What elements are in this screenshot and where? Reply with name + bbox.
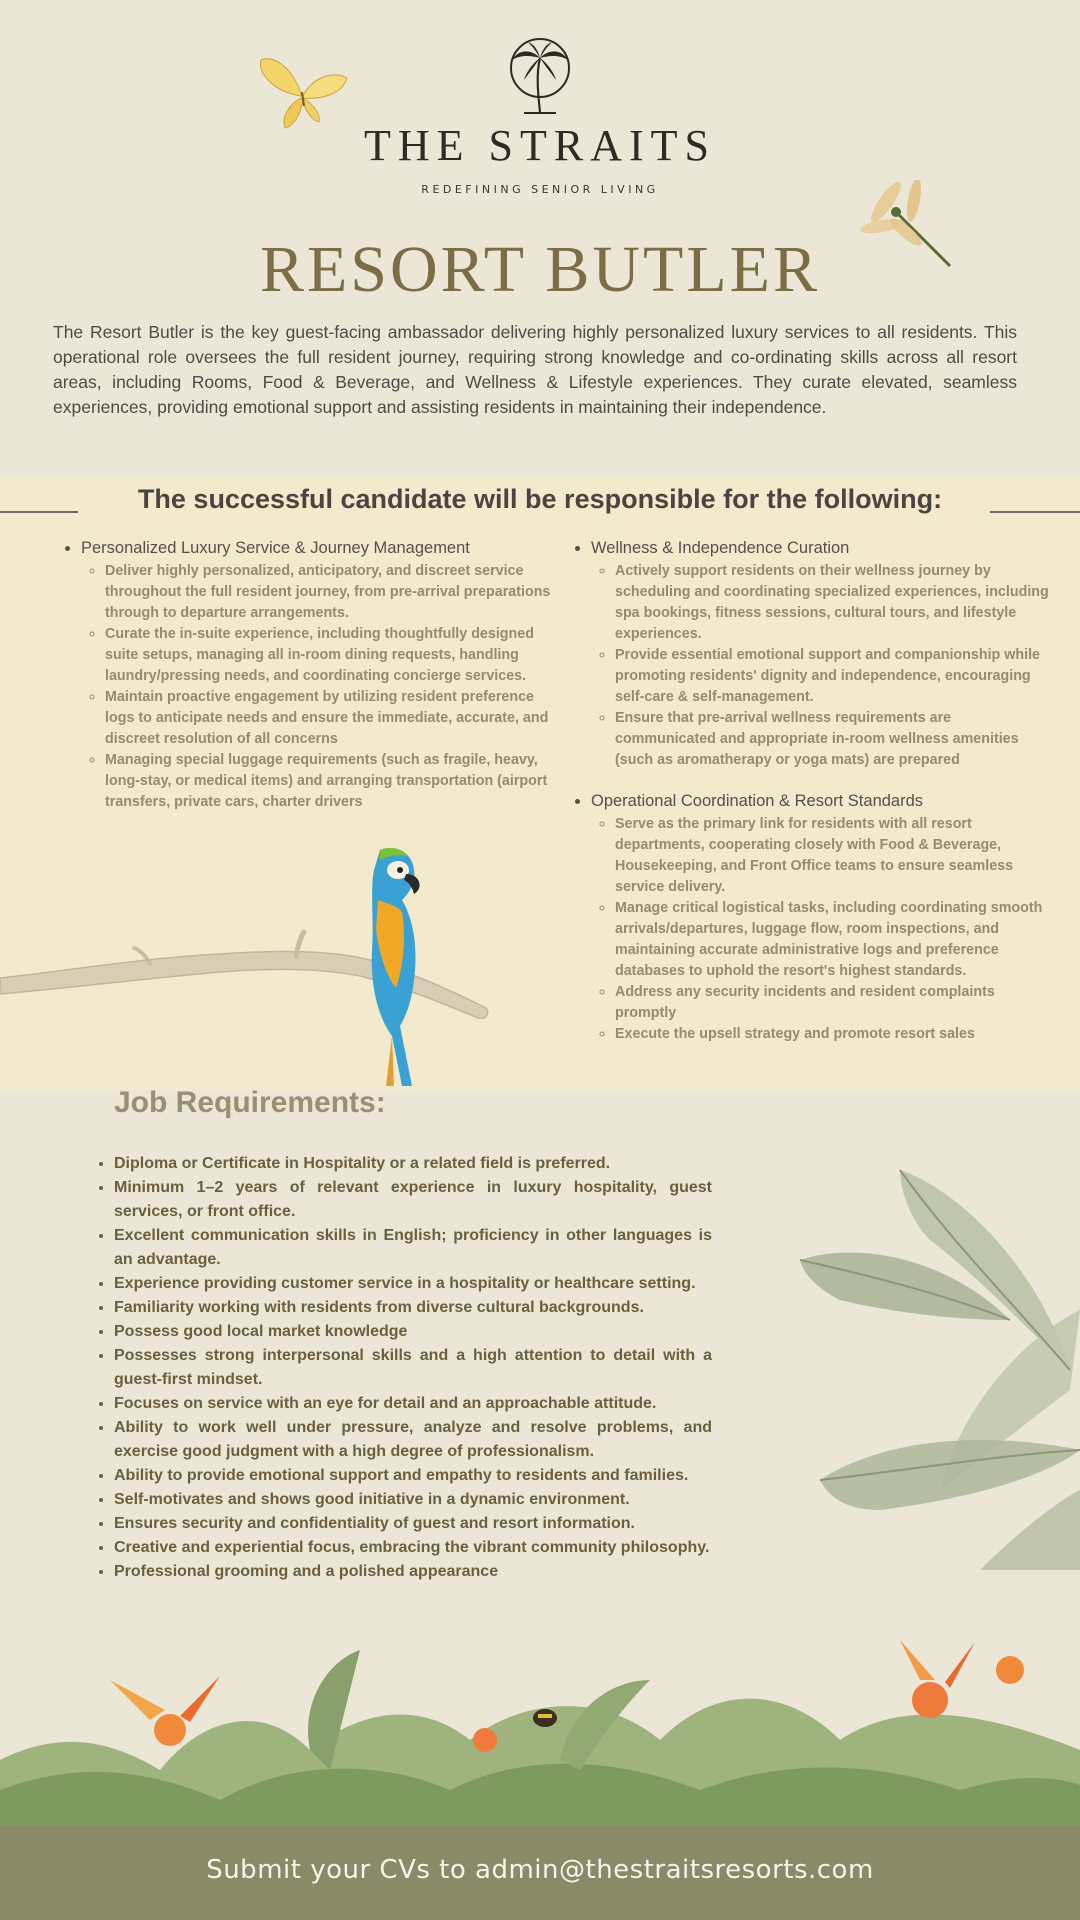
responsibility-item: ◦ Execute the upsell strategy and promote resort sales xyxy=(615,1024,1055,1045)
butterfly-icon xyxy=(255,48,351,132)
requirement-item: • Ability to work well under pressure, analyze and resolve problems, and exercise good judgment with a high degree of professionalism. xyxy=(114,1416,712,1464)
responsibility-item: ◦ Maintain proactive engagement by utilizing resident preference logs to anticipate needs and ensure the immediate, accurate, and discreet resolution of all concerns xyxy=(105,687,555,750)
requirement-item: • Diploma or Certificate in Hospitality or a related field is preferred. xyxy=(114,1152,712,1176)
responsibility-group-title: Personalized Luxury Service & Journey Management xyxy=(81,539,470,557)
requirement-item: • Familiarity working with residents from diverse cultural backgrounds. xyxy=(114,1296,712,1320)
responsibility-item: ◦ Manage critical logistical tasks, including coordinating smooth arrivals/departures, luggage flow, room inspections, and maintaining accurate administrative logs and preference databases to uphold the resort's highest standards. xyxy=(615,898,1055,982)
responsibilities-right-column xyxy=(565,538,1055,1065)
requirement-item: • Creative and experiential focus, embracing the vibrant community philosophy. xyxy=(114,1536,712,1560)
requirement-item: • Focuses on service with an eye for detail and an approachable attitude. xyxy=(114,1392,712,1416)
requirement-item: • Excellent communication skills in English; proficiency in other languages is an advantage. xyxy=(114,1224,712,1272)
tropical-foliage-icon xyxy=(0,1640,1080,1830)
brand-tagline: REDEFINING SENIOR LIVING xyxy=(421,183,659,196)
requirement-item: • Experience providing customer service in a hospitality or healthcare setting. xyxy=(114,1272,712,1296)
responsibility-group xyxy=(591,538,1055,771)
responsibility-item: ◦ Actively support residents on their wellness journey by scheduling and coordinating specialized experiences, including spa bookings, fitness sessions, cultural tours, and lifestyle experiences. xyxy=(615,561,1055,645)
responsibility-item: ◦ Address any security incidents and resident complaints promptly xyxy=(615,982,1055,1024)
responsibilities-heading: The successful candidate will be responsible for the following: xyxy=(137,484,943,514)
requirement-item: • Self-motivates and shows good initiative in a dynamic environment. xyxy=(114,1488,712,1512)
submit-cv-text: Submit your CVs to admin@thestraitsresorts.com xyxy=(206,1855,874,1885)
brand-name: THE STRAITS xyxy=(364,121,716,170)
role-title: RESORT BUTLER xyxy=(259,233,821,306)
responsibilities-left-column xyxy=(55,538,555,833)
responsibility-item: ◦ Managing special luggage requirements (such as fragile, heavy, long-stay, or medical items) and arranging transportation (airport transfers, private cars, charter drivers xyxy=(105,750,555,813)
responsibility-item: ◦ Serve as the primary link for residents with all resort departments, cooperating closely with Food & Beverage, Housekeeping, and Front Office teams to ensure seamless service delivery. xyxy=(615,814,1055,898)
role-intro: The Resort Butler is the key guest-facing ambassador delivering highly personalized luxury services to all residents. This operational role oversees the full resident journey, requiring strong knowledge and co-ordinating skills across all resort areas, including Rooms, Food & Beverage, and Wellness & Lifestyle experiences. They curate elevated, seamless experiences, providing emotional support and assisting residents in maintaining their independence. xyxy=(53,322,1017,417)
requirement-item: • Minimum 1–2 years of relevant experience in luxury hospitality, guest services, or front office. xyxy=(114,1176,712,1224)
responsibility-group xyxy=(81,538,555,813)
requirement-item: • Ability to provide emotional support and empathy to residents and families. xyxy=(114,1464,712,1488)
requirement-item: • Ensures security and confidentiality of guest and resort information. xyxy=(114,1512,712,1536)
banana-leaves-icon xyxy=(780,1150,1080,1610)
responsibility-group xyxy=(591,791,1055,1045)
responsibility-item: ◦ Deliver highly personalized, anticipatory, and discreet service throughout the full resident journey, from pre-arrival preparations through to departure arrangements. xyxy=(105,561,555,624)
responsibility-item: ◦ Ensure that pre-arrival wellness requirements are communicated and appropriate in-room wellness amenities (such as aromatherapy or yoga mats) are prepared xyxy=(615,708,1055,771)
requirement-item: • Possess good local market knowledge xyxy=(114,1320,712,1344)
logo-block xyxy=(0,34,1080,196)
requirements-heading: Job Requirements: xyxy=(114,1086,386,1119)
responsibility-item: ◦ Provide essential emotional support and companionship while promoting residents' dignity and independence, encouraging self-care & self-management. xyxy=(615,645,1055,708)
responsibility-item: ◦ Curate the in-suite experience, including thoughtfully designed suite setups, managing all in-room dining requests, handling laundry/pressing needs, and coordinating concierge services. xyxy=(105,624,555,687)
palm-tree-icon xyxy=(500,34,580,116)
requirements-list xyxy=(88,1152,712,1584)
responsibility-group-title: Operational Coordination & Resort Standards xyxy=(591,792,924,810)
requirement-item: • Possesses strong interpersonal skills and a high attention to detail with a guest-first mindset. xyxy=(114,1344,712,1392)
requirement-item: • Professional grooming and a polished appearance xyxy=(114,1560,712,1584)
parrot-icon xyxy=(340,840,450,1090)
responsibility-group-title: Wellness & Independence Curation xyxy=(591,539,850,557)
